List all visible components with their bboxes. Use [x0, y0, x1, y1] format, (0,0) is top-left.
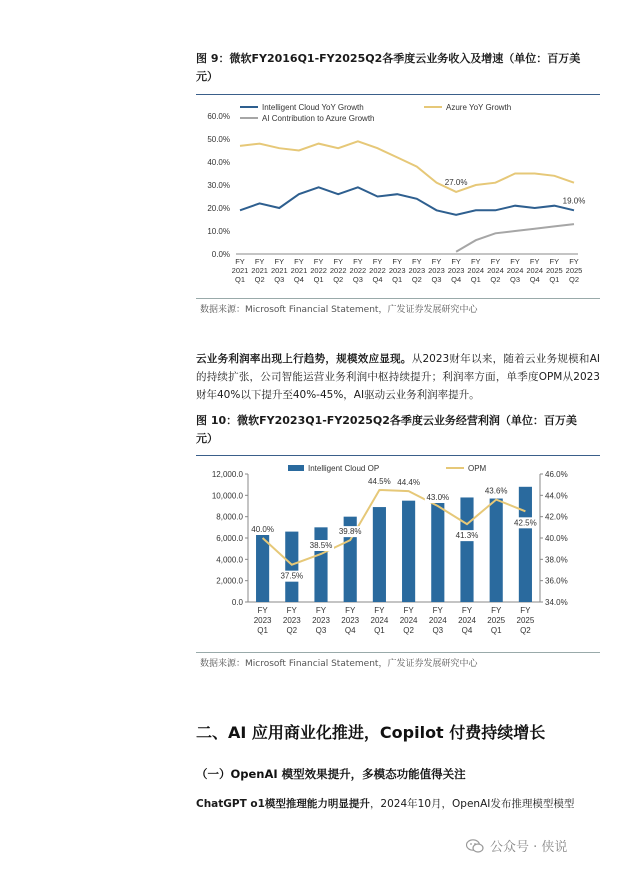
legend-label-2: AI Contribution to Azure Growth [262, 114, 375, 123]
x-tick-label: 2023 [282, 616, 301, 625]
subsection-heading: （一）OpenAI 模型效果提升，多模态功能值得关注 [196, 767, 466, 781]
x-tick-label: Q1 [374, 626, 385, 635]
x-tick-label: Q2 [403, 626, 414, 635]
x-tick-label: Q1 [490, 626, 502, 635]
data-label: 42.5% [514, 518, 537, 528]
x-tick-label: 2024 [487, 266, 504, 275]
x-tick-label: 2024 [526, 266, 544, 275]
x-tick-label: 2021 [270, 266, 288, 275]
watermark-text: 公众号 · 侠说 [490, 840, 568, 855]
x-tick-label: FY [431, 257, 442, 266]
paragraph-chatgpt-text: ，2024年10月，OpenAI发布推理模型模型 [369, 798, 575, 810]
bar [373, 507, 386, 602]
x-tick-label: FY [257, 606, 268, 615]
x-tick-label: FY [392, 257, 402, 266]
bar [285, 532, 298, 602]
section-heading: 二、AI 应用商业化推进，Copilot 付费持续增长 [196, 723, 546, 742]
x-tick-label: Q4 [293, 275, 304, 284]
y-left-tick-label: 8,000.0 [216, 512, 243, 522]
bar [314, 527, 327, 602]
x-tick-label: Q2 [568, 275, 580, 284]
x-tick-label: 2021 [290, 266, 308, 275]
bar [460, 497, 473, 602]
x-tick-label: FY [294, 257, 304, 266]
x-tick-label: FY [510, 257, 520, 266]
y-right-tick-label: 36.0% [545, 576, 568, 586]
x-tick-label: 2023 [312, 616, 330, 625]
y-right-tick-label: 38.0% [545, 555, 568, 565]
x-tick-label: 2022 [329, 266, 347, 275]
y-tick-label: 20.0% [207, 204, 230, 213]
x-tick-label: Q4 [372, 275, 383, 284]
data-label-0: 27.0% [444, 177, 468, 187]
data-label: 44.4% [397, 478, 420, 488]
x-tick-label: 2024 [399, 616, 418, 625]
x-tick-label: 2025 [516, 616, 535, 625]
x-tick-label: FY [274, 257, 285, 266]
y-left-tick-label: 2,000.0 [216, 576, 243, 586]
x-tick-label: FY [345, 606, 356, 615]
x-tick-label: 2024 [428, 616, 447, 625]
figure-9-title-line2: 元） [196, 70, 218, 83]
y-right-tick-label: 46.0% [545, 470, 568, 479]
y-tick-label: 0.0% [211, 250, 230, 259]
figure-10-title-line1: 图 10：微软FY2023Q1-FY2025Q2各季度云业务经营利润（单位：百万美 [196, 414, 577, 427]
x-tick-label: 2023 [428, 266, 445, 275]
x-tick-label: 2023 [447, 266, 465, 275]
y-tick-label: 40.0% [207, 158, 230, 167]
figure-9-title [196, 50, 596, 86]
x-tick-label: 2025 [565, 266, 583, 275]
paragraph-cloud-margin [196, 350, 600, 404]
bar [431, 501, 444, 602]
watermark [466, 836, 567, 855]
figure-9-title-line1: 图 9：微软FY2016Q1-FY2025Q2各季度云业务收入及增速（单位：百万美 [196, 52, 581, 65]
x-tick-label: 2023 [388, 266, 406, 275]
y-tick-label: 50.0% [207, 135, 230, 144]
x-tick-label: Q1 [313, 275, 324, 284]
legend-label-0: Intelligent Cloud YoY Growth [262, 103, 364, 112]
x-tick-label: Q4 [461, 626, 473, 635]
data-label: 40.0% [251, 525, 274, 534]
x-tick-label: Q4 [344, 626, 356, 635]
figure-10-chart [196, 458, 600, 650]
x-tick-label: FY [549, 257, 560, 266]
x-tick-label: Q3 [431, 275, 442, 284]
x-tick-label: Q3 [510, 275, 521, 284]
paragraph-chatgpt [196, 796, 574, 811]
figure-9-chart [196, 96, 600, 298]
bar [490, 499, 503, 602]
y-right-tick-label: 42.0% [545, 512, 568, 522]
x-tick-label: FY [333, 257, 344, 266]
x-tick-label: Q2 [490, 275, 501, 284]
x-tick-label: Q1 [392, 275, 403, 284]
x-tick-label: Q1 [257, 626, 268, 635]
x-tick-label: Q4 [451, 275, 462, 284]
x-tick-label: 2022 [310, 266, 327, 275]
series-line-1 [240, 141, 574, 192]
x-tick-label: Q3 [315, 626, 327, 635]
x-tick-label: FY [403, 606, 414, 615]
x-tick-label: Q2 [286, 626, 298, 635]
x-tick-label: FY [451, 257, 461, 266]
series-line-2 [456, 224, 574, 252]
series-line-0 [240, 187, 574, 215]
x-tick-label: 2023 [253, 616, 272, 625]
data-label: 43.6% [484, 486, 508, 496]
x-tick-label: Q4 [529, 275, 540, 284]
y-tick-label: 30.0% [207, 181, 230, 190]
legend-swatch-bar [288, 465, 304, 471]
x-tick-label: FY [313, 257, 324, 266]
x-tick-label: FY [520, 606, 531, 615]
x-tick-label: Q3 [352, 275, 363, 284]
legend-label-1: Azure YoY Growth [446, 103, 512, 112]
x-tick-label: FY [286, 606, 297, 615]
x-tick-label: FY [470, 257, 481, 266]
x-tick-label: FY [254, 257, 265, 266]
y-tick-label: 10.0% [207, 227, 230, 236]
y-left-tick-label: 4,000.0 [216, 555, 243, 565]
bar [519, 487, 532, 602]
x-tick-label: 2025 [546, 266, 563, 275]
x-tick-label: 2024 [370, 616, 389, 625]
figure-9-source: 数据来源：Microsoft Financial Statement，广发证券发展研究中心 [200, 305, 478, 315]
y-left-tick-label: 0.0 [231, 598, 243, 607]
data-label: 41.3% [455, 531, 479, 541]
x-tick-label: 2021 [231, 266, 249, 275]
x-tick-label: Q1 [549, 275, 560, 284]
x-tick-label: FY [461, 606, 473, 615]
figure-10-bottom-rule [196, 652, 600, 653]
x-tick-label: 2024 [506, 266, 524, 275]
data-label: 37.5% [280, 571, 304, 581]
figure-9-bottom-rule [196, 298, 600, 299]
x-tick-label: Q2 [520, 626, 531, 635]
paragraph-chatgpt-bold: ChatGPT o1模型推理能力明显提升 [196, 798, 370, 810]
x-tick-label: 2022 [369, 266, 386, 275]
figure-9-top-rule [196, 94, 600, 95]
x-tick-label: FY [374, 606, 385, 615]
x-tick-label: FY [372, 257, 383, 266]
y-right-tick-label: 40.0% [545, 534, 568, 543]
data-label: 39.8% [338, 527, 362, 537]
data-label: 43.0% [426, 493, 450, 502]
y-tick-label: 60.0% [207, 112, 230, 121]
opm-line [263, 490, 526, 565]
x-tick-label: Q2 [254, 275, 265, 284]
x-tick-label: 2023 [408, 266, 426, 275]
data-label: 44.5% [368, 477, 391, 486]
legend-label-line: OPM [468, 464, 487, 473]
x-tick-label: Q2 [333, 275, 344, 284]
figure-10-title [196, 412, 596, 448]
y-left-tick-label: 12,000.0 [211, 470, 243, 479]
x-tick-label: 2025 [487, 616, 506, 625]
x-tick-label: FY [569, 257, 579, 266]
x-tick-label: FY [315, 606, 327, 615]
x-tick-label: Q3 [274, 275, 285, 284]
x-tick-label: 2022 [349, 266, 367, 275]
y-left-tick-label: 6,000.0 [216, 534, 243, 543]
x-tick-label: FY [412, 257, 422, 266]
data-label: 38.5% [309, 541, 333, 550]
legend-label-bar: Intelligent Cloud OP [308, 464, 380, 473]
figure-10-source: 数据来源：Microsoft Financial Statement，广发证券发展研究中心 [200, 659, 478, 669]
x-tick-label: FY [490, 257, 501, 266]
data-label-1: 19.0% [562, 196, 586, 206]
y-right-tick-label: 44.0% [545, 491, 568, 501]
bar [402, 501, 415, 602]
x-tick-label: 2024 [458, 616, 476, 625]
x-tick-label: FY [353, 257, 363, 266]
x-tick-label: 2023 [341, 616, 360, 625]
wechat-icon [466, 839, 484, 853]
figure-10-title-line2: 元） [196, 432, 218, 445]
x-tick-label: FY [235, 257, 245, 266]
x-tick-label: 2021 [251, 266, 268, 275]
x-tick-label: Q2 [411, 275, 422, 284]
x-tick-label: Q3 [432, 626, 444, 635]
x-tick-label: FY [529, 257, 540, 266]
x-tick-label: FY [432, 606, 443, 615]
x-tick-label: Q1 [234, 275, 246, 284]
x-tick-label: FY [491, 606, 502, 615]
paragraph-cloud-margin-bold: 云业务利润率出现上行趋势，规模效应显现。 [196, 353, 412, 365]
paragraph-cloud-margin-text: 从2023财年以来，随着云业务规模和AI的持续扩张，公司智能运营业务利润中枢持续提升；利润率方面，单季度OPM从2023财年40%以下提升至40%-45%，AI驱动云业务利润率提升。 [196, 353, 600, 401]
x-tick-label: 2024 [467, 266, 485, 275]
figure-10-top-rule [196, 455, 600, 456]
x-tick-label: Q1 [470, 275, 481, 284]
y-left-tick-label: 10,000.0 [211, 491, 243, 501]
y-right-tick-label: 34.0% [545, 598, 568, 607]
